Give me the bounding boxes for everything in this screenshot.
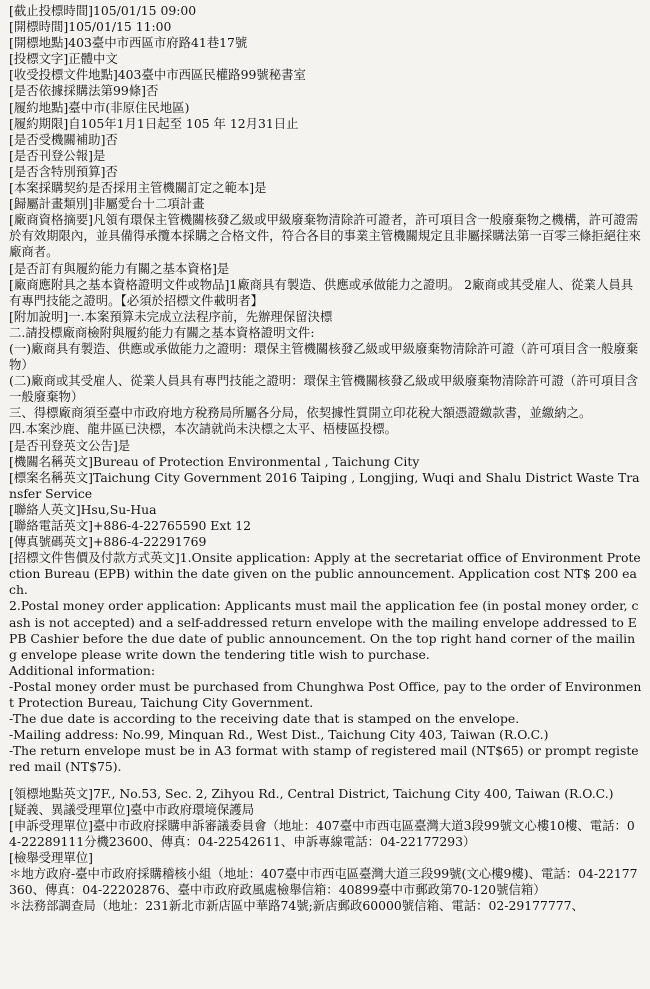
procurement-act-article-99: [是否依據採購法第99條]否 — [9, 83, 159, 99]
report-office-local-government: ＊地方政府-臺中市政府採購稽核小組（地址：407臺中市西屯區臺灣大道三段99號(文心樓9樓)、電話：04-22177360、傳真：04-22202876、臺中市政府政風處檢舉信箱：40899臺中市郵政第70-120號信箱） — [9, 865, 638, 898]
additional-notes-1: [附加說明]一.本案預算未完成立法程序前，先辦理保留決標 — [9, 308, 333, 324]
basic-qualification-documents: [廠商應附具之基本資格證明文件或物品]1廠商具有製造、供應或承做能力之證明。 2廠商或其受雇人、從業人員具有專門技能之證明。【必須於招標文件載明者】 — [9, 276, 634, 308]
bid-language: [投標文字]正體中文 — [9, 51, 118, 67]
tender-name-english: [標案名稱英文]Taichung City Government 2016 Taiping , Longjing, Wuqi and Shalu District Waste Transfer Service — [9, 469, 640, 501]
contact-phone-english: [聯絡電話英文]+886-4-22765590 Ext 12 — [9, 518, 252, 533]
vendor-qualification-summary: [廠商資格摘要]凡領有環保主管機關核發乙級或甲級廢棄物清除許可證者，許可項目含一般廢棄物之機構，許可證需於有效期限內，並具備得承攬本採購之合格文件，符合各目的事業主管機關規定且非屬採購法第一百零三條拒絕往來廠商者。 — [9, 212, 641, 260]
additional-notes-3: 三、得標廠商須至臺中市政府地方稅務局所屬各分局，依契據性質開立印花稅大額憑證繳款書，並繳納之。 — [9, 405, 592, 421]
bid-opening-place: [開標地點]403臺中市西區市府路41巷17號 — [9, 35, 248, 51]
report-office-heading: [檢舉受理單位] — [9, 849, 94, 865]
document-price-payment-1: [招標文件售價及付款方式英文]1.Onsite application: Apply at the secretariat office of Environment Protection Bureau (EPB) within the date given on the public announcement. Application cost NT$ 200 each. — [9, 550, 641, 598]
contract-template-flag: [本案採購契約是否採用主管機關訂定之範本]是 — [9, 180, 267, 196]
objection-office: [疑義、異議受理單位]臺中市政府環境保護局 — [9, 801, 255, 817]
agency-name-english: [機關名稱英文]Bureau of Protection Environmental , Taichung City — [9, 453, 420, 469]
additional-notes-2: 二.請投標廠商檢附與履約能力有關之基本資格證明文件: — [9, 324, 315, 340]
pickup-location-english: [領標地點英文]7F., No.53, Sec. 2, Zihyou Rd., Central District, Taichung City 400, Taiwan (R.O.C.) — [9, 785, 614, 801]
gazette-flag: [是否刊登公報]是 — [9, 147, 106, 163]
bid-opening-time: [開標時間]105/01/15 11:00 — [9, 19, 172, 35]
document-price-payment-2: 2.Postal money order application: Applicants must mail the application fee (in postal money order, cash is not accepted) and a self-addressed return envelope with the mailing envelope addressed to EPB Cashier before the due date of public announcement. On the top right hand corner of the mailing envelope please write down the tendering title wish to purchase. — [9, 598, 639, 662]
additional-information-mailing-address: -Mailing address: No.99, Minquan Rd., West Dist., Taichung City 403, Taiwan (R.O.C.) — [9, 727, 549, 743]
additional-information-heading: Additional information: — [9, 662, 156, 678]
contact-person-english: [聯絡人英文]Hsu,Su-Hua — [9, 501, 157, 517]
basic-qualification-flag: [是否訂有與履約能力有關之基本資格]是 — [9, 260, 230, 276]
additional-information-due-date: -The due date is according to the receiving date that is stamped on the envelope. — [9, 711, 520, 727]
fax-number-english: [傳真號碼英文]+886-4-22291769 — [9, 534, 207, 550]
appeal-office: [申訴受理單位]臺中市政府採購申訴審議委員會（地址：407臺中市西屯區臺灣大道3段99號文心樓10樓、電話：04-22289111分機23600、傳真：04-22542611、申訴專線電話：04-22177293） — [9, 817, 635, 849]
section-gap — [9, 776, 642, 786]
bid-deadline: [截止投標時間]105/01/15 09:00 — [9, 3, 197, 18]
additional-information-return-envelope: -The return envelope must be in A3 format with stamp of registered mail (NT$65) or prompt registered mail (NT$75). — [9, 743, 639, 775]
report-office-investigation-bureau: ＊法務部調查局（地址：231新北市新店區中華路74號;新店郵政60000號信箱、電話：02-29177777、 — [9, 898, 584, 914]
special-budget-flag: [是否含特別預算]否 — [9, 163, 118, 179]
additional-notes-2-1: (一)廠商具有製造、供應或承做能力之證明：環保主管機關核發乙級或甲級廢棄物清除許可證（許可項目含一般廢棄物） — [9, 340, 639, 373]
bid-document-receiving-place: [收受投標文件地點]403臺中市西區民權路99號秘書室 — [9, 67, 306, 83]
additional-notes-2-2: (二)廠商或其受雇人、從業人員具有專門技能之證明：環保主管機關核發乙級或甲級廢棄物清除許可證（許可項目含一般廢棄物） — [9, 373, 639, 405]
additional-notes-4: 四.本案沙鹿、龍井區已決標，本次請就尚未決標之太平、梧棲區投標。 — [9, 421, 398, 437]
performance-period: [履約期限]自105年1月1日起至 105 年 12月31日止 — [9, 115, 299, 131]
performance-location: [履約地點]臺中市(非原住民地區) — [9, 99, 190, 115]
plan-category: [歸屬計畫類別]非屬愛台十二項計畫 — [9, 196, 205, 212]
additional-information-postal-order: -Postal money order must be purchased from Chunghwa Post Office, pay to the order of Environment Protection Bureau, Taichung City Government. — [9, 678, 642, 711]
english-announcement-flag: [是否刊登英文公告]是 — [9, 437, 131, 453]
subsidized-flag: [是否受機關補助]否 — [9, 131, 118, 147]
